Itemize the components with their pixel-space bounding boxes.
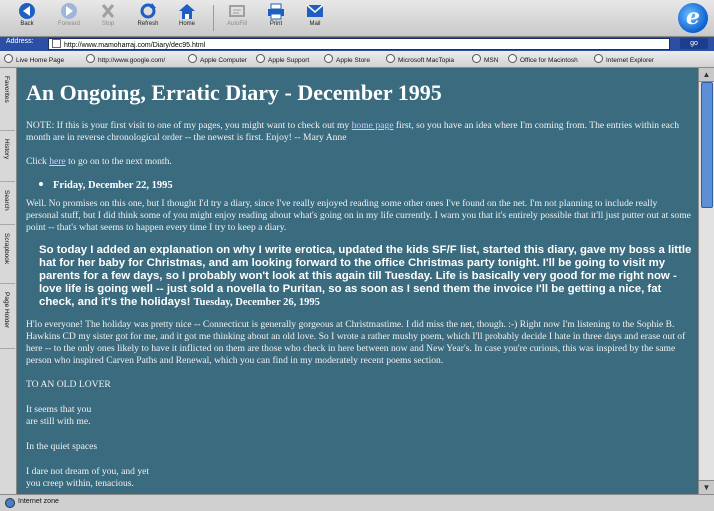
next-month-line: [26, 156, 692, 168]
click-text: to go on to the next month.: [65, 156, 172, 167]
note-text: NOTE: If this is your first visit to one of my pages, you might want to check out my: [26, 120, 352, 131]
poem-line: you creep within, tenacious.: [26, 478, 134, 489]
forward-button[interactable]: [50, 2, 88, 34]
bullet-icon: [39, 182, 43, 186]
back-button[interactable]: [8, 2, 46, 34]
favorite-label: Apple Computer: [200, 57, 247, 64]
favorite-label: http://www.google.com/: [98, 57, 166, 64]
poem-line: It seems that you: [26, 404, 92, 415]
globe-icon: [5, 498, 15, 508]
entry-date-dec-26: Tuesday, December 26, 1995: [193, 297, 320, 308]
tab-label: Favorites: [3, 76, 10, 103]
favorite-item[interactable]: [4, 54, 64, 64]
favorite-item[interactable]: [86, 54, 165, 64]
tab-label: Search: [3, 190, 10, 211]
page-icon: [52, 39, 61, 48]
favorite-page-icon: [256, 54, 265, 63]
next-month-link[interactable]: here: [49, 156, 66, 167]
favorite-label: Internet Explorer: [606, 57, 655, 64]
favorite-label: Microsoft MacTopia: [398, 57, 454, 64]
mail-icon: [304, 2, 326, 20]
entry-date-text: Friday, December 22, 1995: [53, 180, 173, 191]
vertical-scrollbar[interactable]: [698, 68, 714, 494]
tab-page-holder[interactable]: [0, 284, 15, 349]
note-text: first, so you have an idea where I'm coming from. The entries within each month are in reverse chronological order -- the newest is first. Enjoy! -- Mary Anne: [26, 120, 679, 143]
tab-scrapbook[interactable]: [0, 225, 15, 284]
favorite-item[interactable]: [594, 54, 654, 64]
page-content: [17, 68, 698, 494]
back-label: Back: [20, 21, 34, 27]
print-icon: [265, 2, 287, 20]
address-url: http://www.mamoharraj.com/Diary/dec95.html: [64, 42, 206, 49]
poem-line: are still with me.: [26, 416, 91, 427]
autofill-button[interactable]: [218, 2, 256, 34]
click-text: Click: [26, 156, 50, 167]
favorite-page-icon: [594, 54, 603, 63]
tab-label: Scrapbook: [3, 233, 10, 265]
favorites-bar: [0, 51, 714, 68]
autofill-icon: [226, 2, 248, 20]
tab-favorites[interactable]: [0, 68, 15, 131]
address-bar: [0, 37, 714, 51]
status-bar: [0, 494, 714, 511]
toolbar: [0, 0, 714, 37]
status-text: Internet zone: [18, 498, 59, 505]
intro-note: [26, 120, 692, 144]
stop-button[interactable]: [89, 2, 127, 34]
home-label: Home: [178, 21, 195, 27]
favorite-page-icon: [324, 54, 333, 63]
favorite-label: Apple Store: [336, 57, 370, 64]
favorite-label: Office for Macintosh: [520, 57, 578, 64]
address-label: Address:: [6, 38, 34, 45]
favorite-page-icon: [386, 54, 395, 63]
tab-search[interactable]: [0, 182, 15, 225]
forward-arrow-icon: [58, 2, 80, 20]
stop-icon: [97, 2, 119, 20]
home-button[interactable]: [168, 2, 206, 34]
stop-label: Stop: [101, 21, 115, 27]
refresh-icon: [137, 2, 159, 20]
mail-label: Mail: [309, 21, 321, 27]
home-icon: [176, 2, 198, 20]
favorite-label: Apple Support: [268, 57, 310, 64]
scroll-thumb[interactable]: [701, 82, 713, 208]
favorite-label: Live Home Page: [16, 57, 65, 64]
entry-text-dec-22: Well. No promises on this one, but I thought I'd try a diary, since I've really enjoyed reading some other ones I've found on the net. I'm not planning to include really personal stuff, but I did think some of you might enjoy reading about what's going on in my life currently. I warn you that it's entirely possible that it'll just putter out at some point -- that's what seems to happen every time I try to keep a diary.: [26, 198, 691, 233]
favorite-item[interactable]: [188, 54, 247, 64]
highlight-paragraph: [39, 244, 698, 309]
forward-label: Forward: [57, 21, 80, 27]
favorite-item[interactable]: [386, 54, 454, 64]
print-button[interactable]: [257, 2, 295, 34]
scroll-up-icon[interactable]: ▲: [699, 68, 714, 82]
internet-explorer-logo-icon: e: [678, 3, 708, 33]
refresh-button[interactable]: [129, 2, 167, 34]
favorite-item[interactable]: [508, 54, 578, 64]
favorite-item[interactable]: [324, 54, 370, 64]
highlight-text: So today I added an explanation on why I write erotica, updated the kids SF/F list, started this diary, gave my boss a little hat for her baby for Christmas, and am looking forward to the office Christmas party tonight. I'll be going to visit my parents for a few days, so I probably won't look at this again till Tuesday. Life is basically very good for me right now - love life is going well -- just sold a novella to Puritan, so as soon as I send them the invoice I'll be getting a nice, fat check, and it's the holidays!: [39, 244, 692, 308]
favorite-page-icon: [188, 54, 197, 63]
mail-button[interactable]: [296, 2, 334, 34]
explorer-side-tabs: [0, 68, 17, 494]
favorite-page-icon: [472, 54, 481, 63]
poem-line: In the quiet spaces: [26, 441, 98, 452]
go-button[interactable]: go: [680, 38, 708, 49]
favorite-page-icon: [4, 54, 13, 63]
refresh-label: Refresh: [137, 21, 159, 27]
poem-title: TO AN OLD LOVER: [26, 379, 111, 390]
entry-date-dec-22: [39, 180, 173, 191]
address-input[interactable]: [48, 38, 670, 50]
tab-history[interactable]: [0, 131, 15, 182]
tab-label: Page Holder: [3, 292, 10, 329]
home-page-link[interactable]: home page: [351, 120, 394, 131]
page-title: An Ongoing, Erratic Diary - December 1995: [26, 80, 442, 105]
favorite-page-icon: [86, 54, 95, 63]
favorite-item[interactable]: [256, 54, 309, 64]
print-label: Print: [269, 21, 283, 27]
favorite-page-icon: [508, 54, 517, 63]
toolbar-separator: [213, 5, 214, 31]
entry-text-dec-26: H'lo everyone! The holiday was pretty nice -- Connecticut is generally gorgeous at Christmastime. I did miss the net, though. :-) Right now I'm listening to the Sophie B. Hawkins CD my sister got for me, and it got me thinking about an old love. So I wrote a rather mushy poem, which I'll probably decide I hate in three days and erase out of here -- to the only ones likely to have it inflicted on them are those who check in here between now and New Year's. In case you're curious, this was inspired by the same person who inspired Carven Paths and Renewal, which you can find in my moderately recent poems section.: [26, 319, 686, 366]
favorite-item[interactable]: [472, 54, 498, 64]
favorite-label: MSN: [484, 57, 499, 64]
tab-label: History: [3, 139, 10, 160]
back-arrow-icon: [16, 2, 38, 20]
autofill-label: AutoFill: [226, 21, 247, 27]
poem-line: I dare not dream of you, and yet: [26, 466, 150, 477]
scroll-down-icon[interactable]: ▼: [699, 480, 714, 494]
